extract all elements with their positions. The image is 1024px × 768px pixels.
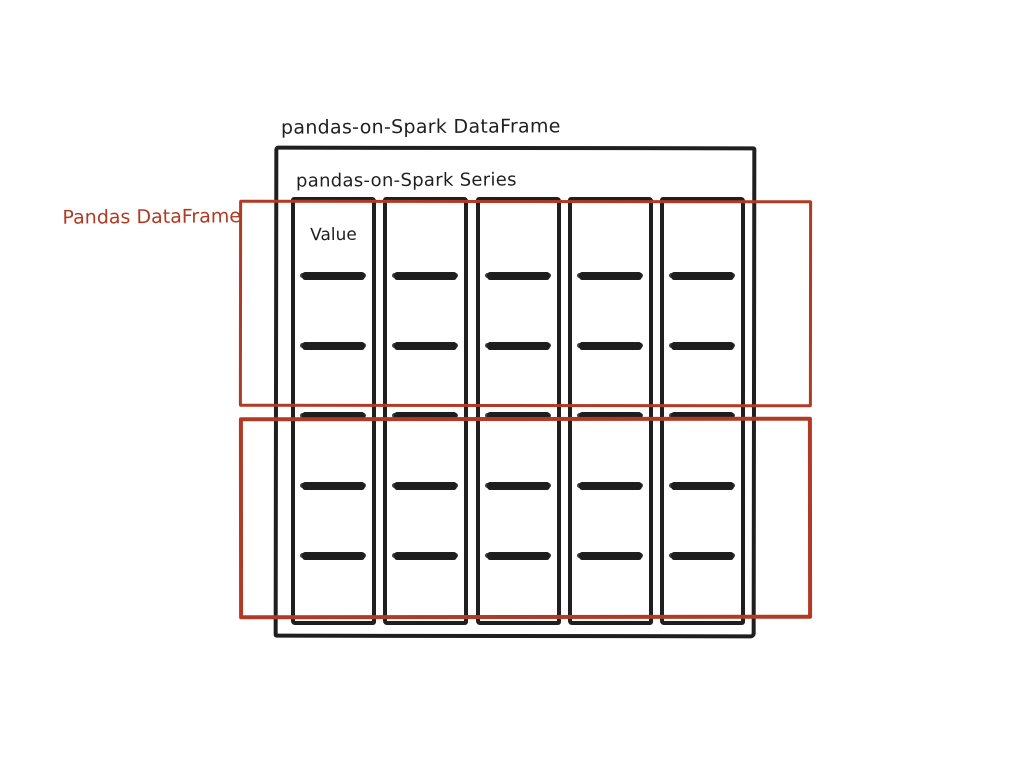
series-column-1: [291, 197, 376, 625]
value-dash: [394, 272, 457, 280]
value-dash: [394, 552, 457, 560]
series-column-5: [660, 197, 745, 625]
value-dash: [394, 412, 457, 420]
value-dash: [579, 342, 642, 350]
value-dash: [302, 552, 365, 560]
pandas-on-spark-series-label: pandas-on-Spark Series: [295, 169, 517, 192]
value-dash: [487, 552, 550, 560]
value-dash: [487, 342, 550, 350]
series-column-2: [383, 197, 468, 625]
value-dash: [579, 552, 642, 560]
value-dash: [671, 552, 734, 560]
series-column-4: [568, 197, 653, 625]
value-dash: [302, 482, 365, 490]
value-dash: [671, 272, 734, 280]
pandas-on-spark-dataframe-label: pandas-on-Spark DataFrame: [280, 115, 561, 139]
value-dash: [671, 412, 734, 420]
value-dash: [671, 482, 734, 490]
value-dash: [487, 272, 550, 280]
value-dash: [394, 482, 457, 490]
value-header: Value: [310, 224, 357, 246]
value-dash: [394, 342, 457, 350]
value-dash: [671, 342, 734, 350]
value-dash: [302, 342, 365, 350]
value-dash: [579, 482, 642, 490]
value-dash: [579, 272, 642, 280]
series-column-3: [476, 197, 561, 625]
value-dash: [487, 412, 550, 420]
value-dash: [302, 412, 365, 420]
pandas-dataframe-label: Pandas DataFrame: [62, 205, 242, 229]
value-dash: [487, 482, 550, 490]
value-dash: [302, 272, 365, 280]
value-dash: [579, 412, 642, 420]
